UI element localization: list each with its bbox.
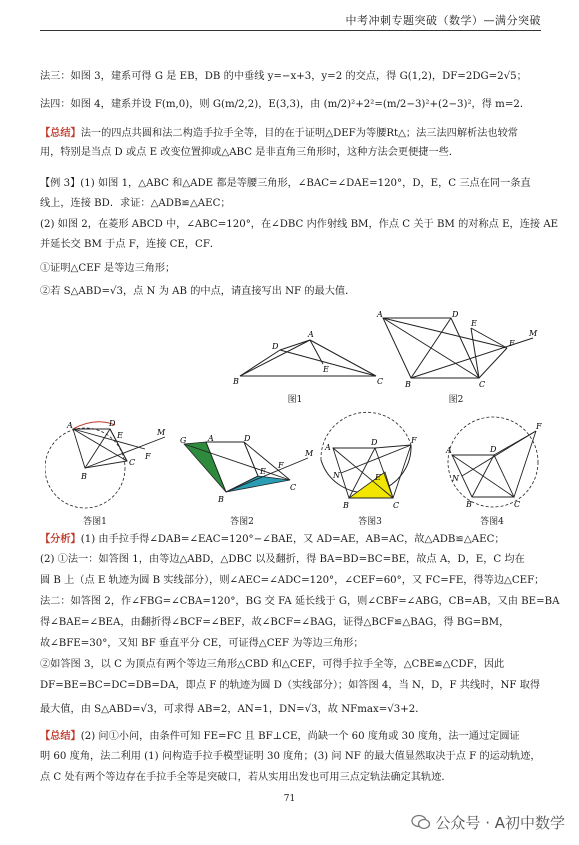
svg-text:C: C — [377, 377, 384, 386]
svg-text:C: C — [290, 483, 297, 492]
svg-text:G: G — [180, 436, 187, 445]
caption-ans2: 答图2 — [230, 517, 254, 527]
summary-text: 法一的四点共圆和法二构造手拉手全等，目的在于证明△DEF为等腰Rt△；法三法四解析法也较常 — [80, 128, 518, 139]
header-title: 中考冲刺专题突破（数学）—满分突破 — [345, 14, 541, 27]
svg-text:A: A — [67, 421, 73, 430]
watermark-text: 公众号 · A初中数学 — [435, 814, 565, 832]
summary-line — [40, 126, 518, 141]
text-line: 圆 B 上（点 E 轨迹为圆 B 实线部分），则∠AEC=∠ADC=120°，∠CEF=60°，又 FC=FE，得等边△CEF； — [40, 575, 545, 586]
svg-text:D: D — [490, 445, 497, 454]
analysis-line — [40, 532, 505, 547]
svg-text:D: D — [371, 438, 378, 447]
summary-text: (2) 问①小问，由条件可知 FE=FC 且 BF⊥CE，尚缺一个 60 度角或 30 度角，法一通过定圆证 — [80, 731, 520, 742]
text-line: 法二：如答图 2，作∠FBG=∠CBA=120°，BG 交 FA 延长线于 G，则∠CBF=∠ABG，CB=AB，又由 BE=BA — [40, 596, 560, 607]
svg-text:B: B — [343, 501, 349, 510]
caption-fig1: 图1 — [287, 395, 303, 405]
page-header — [0, 0, 579, 38]
svg-text:B: B — [218, 495, 224, 504]
text-line: 法四：如图 4，建系并设 F(m,0)，则 G(m/2,2)，E(3,3)，由 (m/2)²+2²=(m/2−3)²+(2−3)²，得 m=2． — [40, 99, 531, 110]
svg-text:A: A — [208, 434, 214, 443]
svg-text:E: E — [117, 431, 123, 440]
svg-text:M: M — [529, 329, 538, 338]
svg-text:N: N — [452, 474, 459, 483]
svg-text:F: F — [278, 461, 284, 470]
svg-text:E: E — [471, 319, 477, 328]
svg-text:B: B — [233, 377, 239, 386]
analysis-text: (1) 由手拉手得∠DAB=∠EAC=120°−∠BAE，又 AD=AE，AB=AC，故△ADB≌△AEC； — [80, 534, 505, 545]
svg-text:B: B — [466, 500, 472, 509]
answer-figure-1 — [45, 413, 175, 513]
text-line: 【例 3】(1) 如图 1，△ABC 和△ADE 都是等腰三角形，∠BAC=∠DAE=120°，D，E，C 三点在同一条直 — [40, 178, 531, 189]
caption-ans3: 答图3 — [358, 517, 382, 527]
svg-text:M: M — [157, 428, 166, 437]
caption-fig2: 图2 — [448, 395, 464, 405]
summary-line — [40, 729, 520, 744]
svg-text:C: C — [129, 458, 136, 467]
watermark — [411, 812, 565, 833]
svg-text:B: B — [405, 380, 411, 389]
summary-tag: 【总结】 — [40, 127, 81, 139]
text-line: 故∠BFE=30°，又知 BF 垂直平分 CE，可证得△CEF 为等边三角形； — [40, 638, 364, 649]
analysis-tag: 【分析】 — [40, 533, 81, 545]
svg-text:D: D — [109, 419, 116, 428]
text-line: ②如答图 3，以 C 为顶点有两个等边三角形△CBD 和△CEF，可得手拉手全等，△CBE≌△CDF，因此 — [40, 659, 505, 670]
text-line: DF=BE=BC=DC=DB=DA，即点 F 的轨迹为圆 D（实线部分）；如答图 4，当 N，D，F 共线时，NF 取得 — [40, 680, 541, 691]
text-line: (2) ①法一：如答图 1，由等边△ABD，△DBC 以及翻折，得 BA=BD=BC=BE，故点 A，D，E，C 均在 — [40, 554, 525, 565]
svg-text:F: F — [536, 422, 542, 431]
summary-tag: 【总结】 — [40, 730, 81, 742]
svg-text:F: F — [411, 436, 417, 445]
wechat-icon — [411, 814, 431, 830]
caption-ans1: 答图1 — [83, 517, 107, 527]
figure-2 — [375, 308, 540, 390]
svg-text:C: C — [514, 500, 521, 509]
svg-text:B: B — [81, 472, 87, 481]
text-line: (2) 如图 2，在菱形 ABCD 中，∠ABC=120°，在∠DBC 内作射线 BM，作点 C 关于 BM 的对称点 E，连接 AE — [40, 219, 559, 230]
text-line: 用，特别是当点 D 或点 E 改变位置抑或△ABC 是非直角三角形时，这种方法会更便捷一些． — [40, 147, 460, 158]
text-line: 最大值，由 S△ABD=√3，可求得 AB=2，AN=1，DN=√3，故 NFmax=√3+2． — [40, 704, 426, 715]
text-line: 明 60 度角，法二利用 (1) 问构造手拉手模型证明 30 度角；(3) 问 NF 的最大值显然取决于点 F 的运动轨迹， — [40, 751, 541, 762]
answer-figure-2 — [178, 434, 313, 514]
answer-figure-3 — [313, 400, 428, 515]
svg-text:E: E — [375, 473, 381, 482]
svg-text:E: E — [323, 365, 329, 374]
text-line: 并延长交 BM 于点 F，连接 CE，CF． — [40, 239, 221, 250]
text-line: 点 C 处有两个等边存在手拉手全等是突破口，若从实用出发也可用三点定轨法确定其轨迹． — [40, 772, 452, 783]
svg-text:A: A — [325, 443, 331, 452]
svg-text:A: A — [377, 310, 383, 319]
page-number: 71 — [283, 794, 296, 804]
text-line: ②若 S△ABD=√3，点 N 为 AB 的中点，请直接写出 NF 的最大值． — [40, 286, 356, 297]
svg-text:F: F — [509, 339, 515, 348]
svg-text:C: C — [479, 380, 486, 389]
svg-text:E: E — [260, 467, 266, 476]
svg-text:M: M — [305, 449, 313, 458]
svg-text:A: A — [308, 330, 314, 339]
text-line: 得∠BAE=∠BEA，由翻折得∠BCF=∠BEF，故∠BCF=∠BAG，证得△BCF≌△BAG，得 BG=BM， — [40, 617, 510, 628]
figure-1 — [228, 326, 388, 388]
text-line: 法三：如图 3，建系可得 G 是 EB，DB 的中垂线 y=−x+3，y=2 的交点，得 G(1,2)，DF=2DG=2√5； — [40, 71, 527, 82]
svg-text:D: D — [244, 434, 251, 443]
answer-figure-4 — [438, 405, 548, 515]
header-rule — [40, 30, 541, 31]
svg-text:N: N — [333, 471, 340, 480]
text-line: 线上，连接 BD．求证：△ADB≌△AEC； — [40, 198, 231, 209]
svg-text:D: D — [272, 342, 279, 351]
svg-text:D: D — [452, 310, 459, 319]
caption-ans4: 答图4 — [480, 517, 504, 527]
svg-text:C: C — [393, 501, 400, 510]
svg-text:F: F — [145, 452, 151, 461]
svg-text:A: A — [446, 446, 452, 455]
text-line: ①证明△CEF 是等边三角形； — [40, 263, 176, 274]
